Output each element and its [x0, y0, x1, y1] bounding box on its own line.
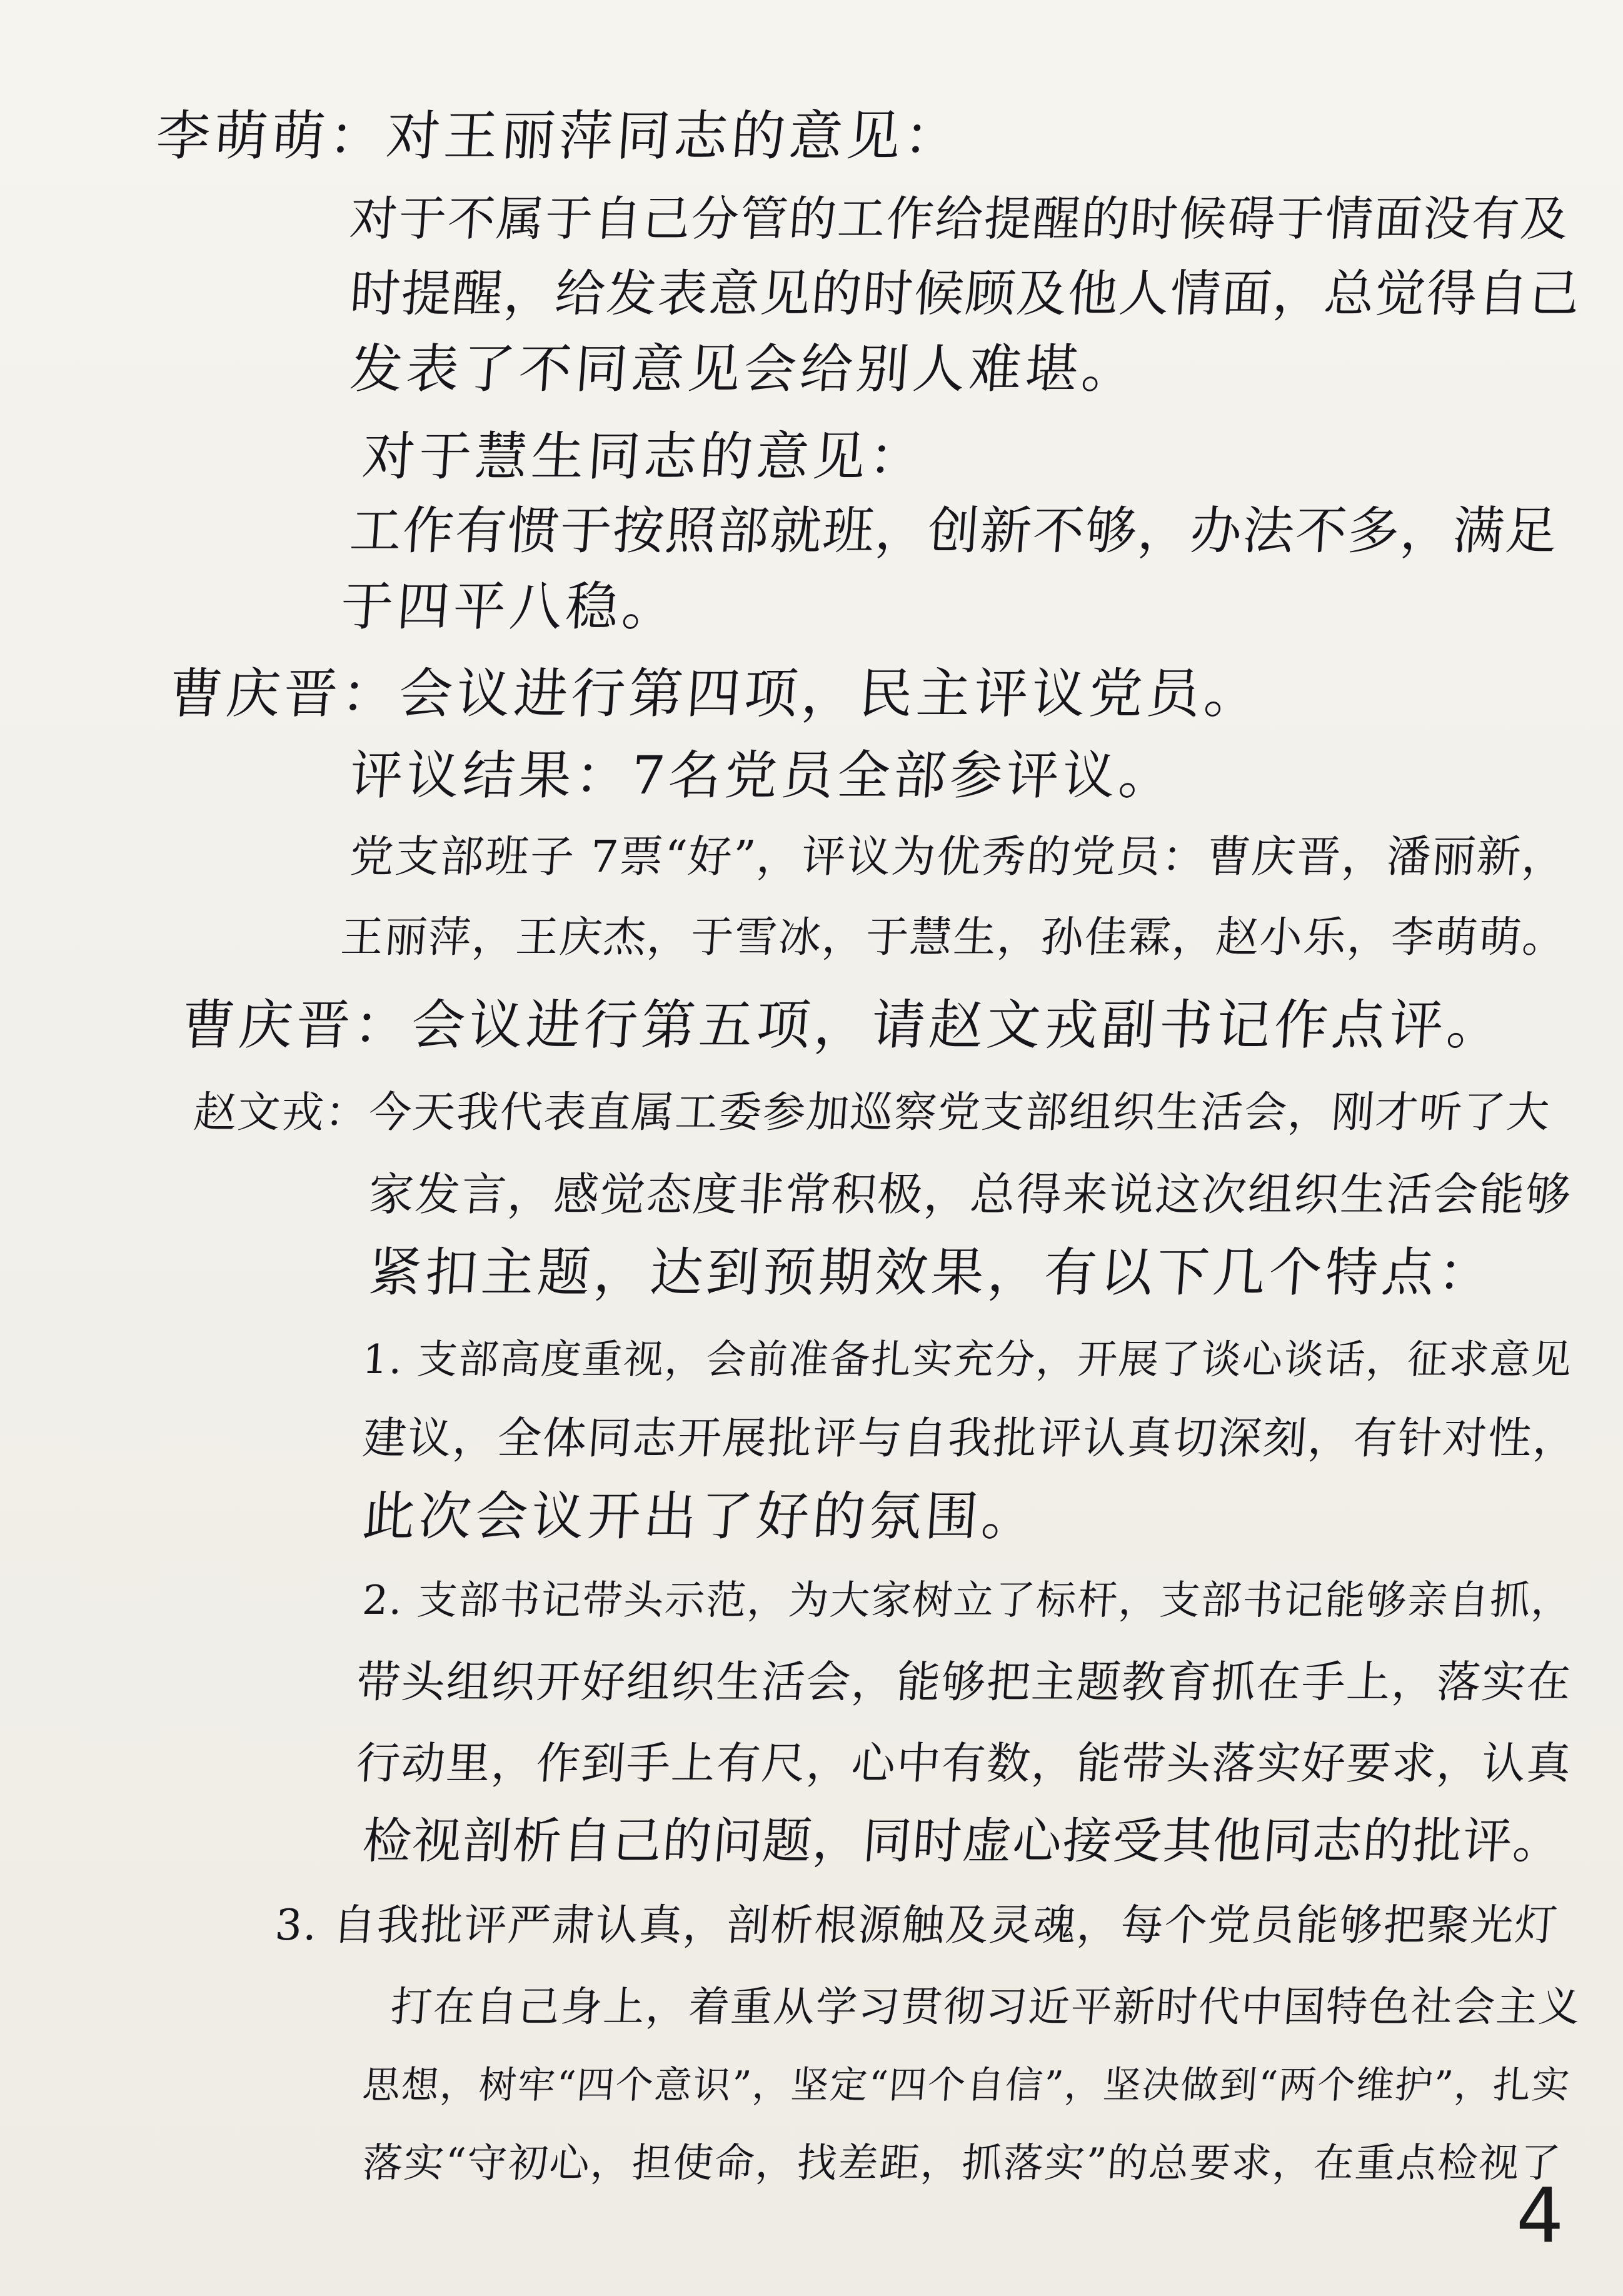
text-line: 发表了不同意见会给别人难堪。 — [348, 338, 1140, 400]
text-line: 检视剖析自己的问题，同时虚心接受其他同志的批评。 — [360, 1813, 1565, 1870]
text-line: 曹庆晋：会议进行第五项，请赵文戎副书记作点评。 — [179, 994, 1507, 1057]
text-line: 对于慧生同志的意见： — [360, 426, 928, 487]
text-line: 工作有惯于按照部就班，创新不够，办法不多，满足 — [348, 501, 1560, 561]
text-line: 曹庆晋：会议进行第四项，民主评议党员。 — [166, 663, 1264, 725]
text-line: 2. 支部书记带头示范，为大家树立了标杆，支部书记能够亲自抓， — [361, 1578, 1574, 1624]
text-line: 评议结果：7名党员全部参评议。 — [348, 745, 1177, 806]
text-line: 思想，树牢“四个意识”，坚定“四个自信”，坚决做到“两个维护”，扎实 — [361, 2063, 1572, 2107]
text-line: 于四平八稳。 — [338, 576, 681, 637]
text-line: 李萌萌：对王丽萍同志的意见： — [154, 105, 964, 168]
text-line: 落实“守初心，担使命，找差距，抓落实”的总要求，在重点检视了 — [361, 2140, 1564, 2187]
text-line: 此次会议开出了好的氛围。 — [360, 1486, 1040, 1547]
text-line: 带头组织开好组织生活会，能够把主题教育抓在手上，落实在 — [354, 1656, 1574, 1708]
text-line: 赵文戎：今天我代表直属工委参加巡察党支部组织生活会，刚才听了大 — [192, 1088, 1552, 1137]
text-line: 紧扣主题，达到预期效果，有以下几个特点： — [366, 1242, 1497, 1303]
text-line: 打在自己身上，着重从学习贯彻习近平新时代中国特色社会主义 — [389, 1983, 1583, 2031]
page-number: 4 — [1516, 2173, 1564, 2260]
text-line: 对于不属于自己分管的工作给提醒的时候碍于情面没有及 — [348, 191, 1572, 246]
text-line: 建议，全体同志开展批评与自我批评认真切深刻，有针对性， — [361, 1412, 1580, 1464]
text-line: 时提醒，给发表意见的时候顾及他人情面，总觉得自己 — [348, 264, 1583, 323]
text-line: 王丽萍，王庆杰，于雪冰，于慧生，孙佳霖，赵小乐，李萌萌。 — [339, 913, 1568, 962]
text-line: 1. 支部高度重视，会前准备扎实充分，开展了谈心谈话，征求意见 — [361, 1337, 1574, 1383]
text-line: 党支部班子 7票“好”，评议为优秀的党员：曹庆晋，潘丽新， — [348, 831, 1569, 882]
text-line: 家发言，感觉态度非常积极，总得来说这次组织生活会能够 — [367, 1168, 1574, 1221]
text-line: 行动里，作到手上有尺，心中有数，能带头落实好要求，认真 — [354, 1738, 1574, 1789]
text-line: 3. 自我批评严肃认真，剖析根源触及灵魂，每个党员能够把聚光灯 — [273, 1901, 1560, 1950]
